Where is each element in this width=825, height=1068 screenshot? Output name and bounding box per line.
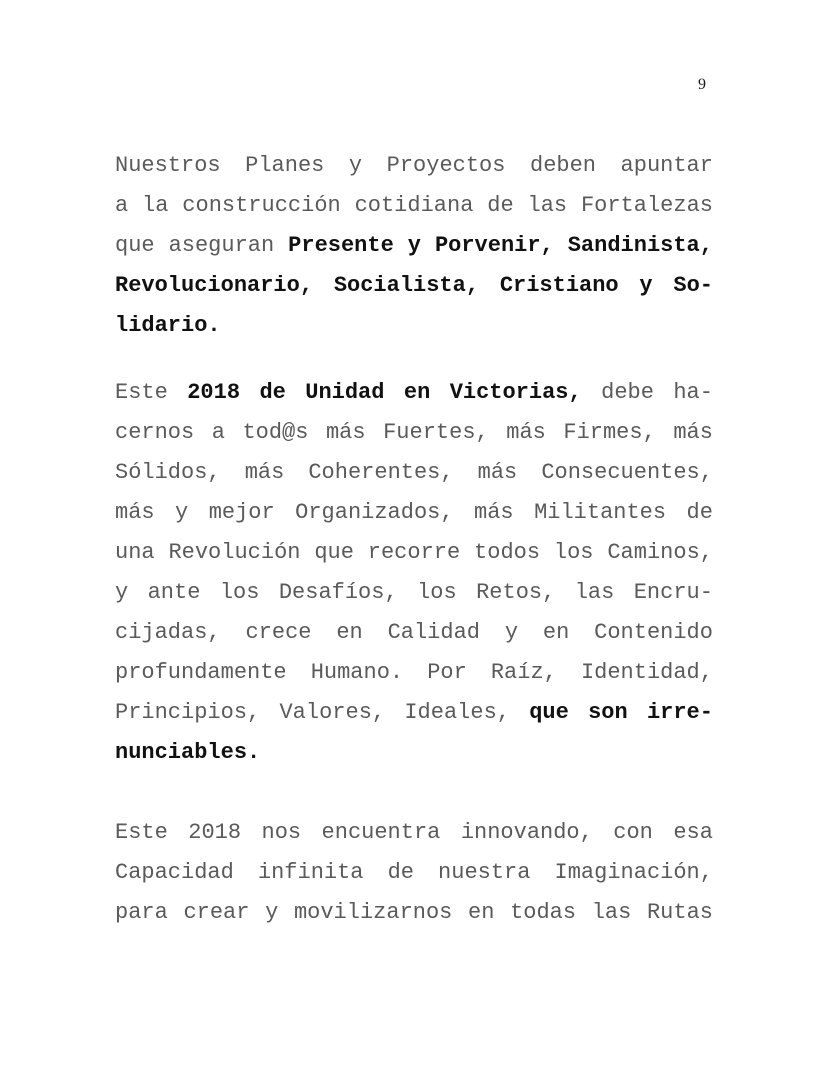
word: de — [487, 193, 514, 218]
word: de — [387, 860, 414, 885]
text-line — [115, 453, 713, 493]
text-line — [115, 853, 713, 893]
word: y — [265, 900, 279, 925]
word: Identidad, — [580, 660, 713, 685]
word: que — [115, 233, 155, 258]
word: los — [417, 580, 457, 605]
word: Capacidad — [115, 860, 234, 885]
word: crear — [183, 900, 250, 925]
paragraph-3 — [115, 813, 713, 933]
word: y — [175, 500, 189, 525]
text-line — [115, 306, 713, 346]
word: Firmes, — [563, 420, 656, 445]
word: los — [553, 540, 594, 565]
word: Principios, — [115, 700, 261, 725]
paragraph-1 — [115, 146, 713, 346]
bold-word: Sandinista, — [567, 233, 713, 258]
bold-word: y — [639, 273, 653, 298]
word: a — [115, 193, 129, 218]
word: Nuestros — [115, 153, 221, 178]
bold-word: Victorias, — [449, 380, 582, 405]
word: las — [591, 900, 632, 925]
word: cotidiana — [354, 193, 474, 218]
bold-word: Revolucionario, — [115, 273, 314, 298]
word: ante — [147, 580, 201, 605]
word: a — [211, 420, 225, 445]
word: mejor — [208, 500, 275, 525]
word: Fuertes, — [383, 420, 489, 445]
word: 2018 — [188, 820, 242, 845]
word: todas — [510, 900, 577, 925]
word: Revolución — [168, 540, 301, 565]
text-line — [115, 226, 713, 266]
word: Imaginación, — [554, 860, 713, 885]
word: más — [506, 420, 546, 445]
paragraph-2 — [115, 373, 713, 773]
word: Sólidos, — [115, 460, 221, 485]
word: nuestra — [438, 860, 531, 885]
word: y — [504, 620, 519, 645]
word: Militantes — [534, 500, 667, 525]
word: Ideales, — [404, 700, 510, 725]
word: Contenido — [594, 620, 713, 645]
word: esa — [673, 820, 713, 845]
word: tod@s — [242, 420, 309, 445]
word: las — [527, 193, 568, 218]
text-line — [115, 733, 713, 773]
bold-word: irre- — [646, 700, 713, 725]
word: aseguran — [168, 233, 275, 258]
word: los — [219, 580, 260, 605]
word: ha- — [673, 380, 713, 405]
text-line — [115, 373, 713, 413]
word: más — [325, 420, 366, 445]
word: profundamente — [115, 660, 287, 685]
word: la — [142, 193, 169, 218]
page-number: 9 — [698, 76, 706, 93]
word: Desafíos, — [278, 580, 398, 605]
word: de — [686, 500, 713, 525]
text-line — [115, 653, 713, 693]
word: Proyectos — [386, 153, 506, 178]
word: nos — [261, 820, 302, 845]
word: crece — [245, 620, 312, 645]
bold-word: Socialista, — [333, 273, 480, 298]
bold-word: que — [529, 700, 569, 725]
word: debe — [601, 380, 654, 405]
text-line — [115, 573, 713, 613]
word: Raíz, — [490, 660, 557, 685]
word: deben — [530, 153, 597, 178]
word: Humano. — [310, 660, 404, 685]
text-line — [115, 266, 713, 306]
bold-word: son — [588, 700, 628, 725]
word: Caminos, — [607, 540, 713, 565]
word: Rutas — [646, 900, 713, 925]
word: y — [348, 153, 363, 178]
word: Este — [115, 380, 168, 405]
word: recorre — [367, 540, 461, 565]
text-line — [115, 533, 713, 573]
word: Este — [115, 820, 168, 845]
word: todos — [474, 540, 541, 565]
word: que — [314, 540, 354, 565]
text-line — [115, 813, 713, 853]
word: infinita — [257, 860, 364, 885]
word: más — [477, 460, 518, 485]
word: Consecuentes, — [541, 460, 713, 485]
word: y — [115, 580, 129, 605]
word: con — [613, 820, 653, 845]
word: más — [673, 420, 713, 445]
word: para — [115, 900, 168, 925]
word: más — [244, 460, 285, 485]
text-line — [115, 146, 713, 186]
word: cernos — [115, 420, 195, 445]
bold-word: lidario. — [115, 313, 221, 338]
text-line — [115, 893, 713, 933]
word: Organizados, — [295, 500, 454, 525]
bold-word: nunciables. — [115, 740, 261, 765]
bold-word: Presente — [288, 233, 394, 258]
word: construcción — [182, 193, 341, 218]
word: encuentra — [321, 820, 441, 845]
bold-word: en — [403, 380, 431, 405]
bold-word: Cristiano — [499, 273, 619, 298]
word: Valores, — [279, 700, 386, 725]
word: Retos, — [476, 580, 556, 605]
word: en — [542, 620, 570, 645]
word: en — [468, 900, 495, 925]
bold-word: de — [259, 380, 286, 405]
word: Encru- — [633, 580, 713, 605]
bold-word: y — [407, 233, 421, 258]
text-line — [115, 613, 713, 653]
text-line — [115, 493, 713, 533]
word: cijadas, — [115, 620, 221, 645]
word: Calidad — [387, 620, 480, 645]
bold-word: Unidad — [305, 380, 385, 405]
word: Por — [427, 660, 467, 685]
word: más — [115, 500, 155, 525]
word: apuntar — [620, 153, 713, 178]
word: Fortalezas — [580, 193, 713, 218]
text-line — [115, 413, 713, 453]
word: Planes — [245, 153, 325, 178]
text-line — [115, 186, 713, 226]
word: Coherentes, — [308, 460, 454, 485]
word: las — [574, 580, 615, 605]
word: una — [115, 540, 155, 565]
text-line — [115, 693, 713, 733]
word: en — [336, 620, 363, 645]
bold-word: So- — [673, 273, 713, 298]
bold-word: Porvenir, — [434, 233, 554, 258]
word: innovando, — [460, 820, 593, 845]
bold-word: 2018 — [187, 380, 241, 405]
word: movilizarnos — [293, 900, 453, 925]
word: más — [474, 500, 514, 525]
